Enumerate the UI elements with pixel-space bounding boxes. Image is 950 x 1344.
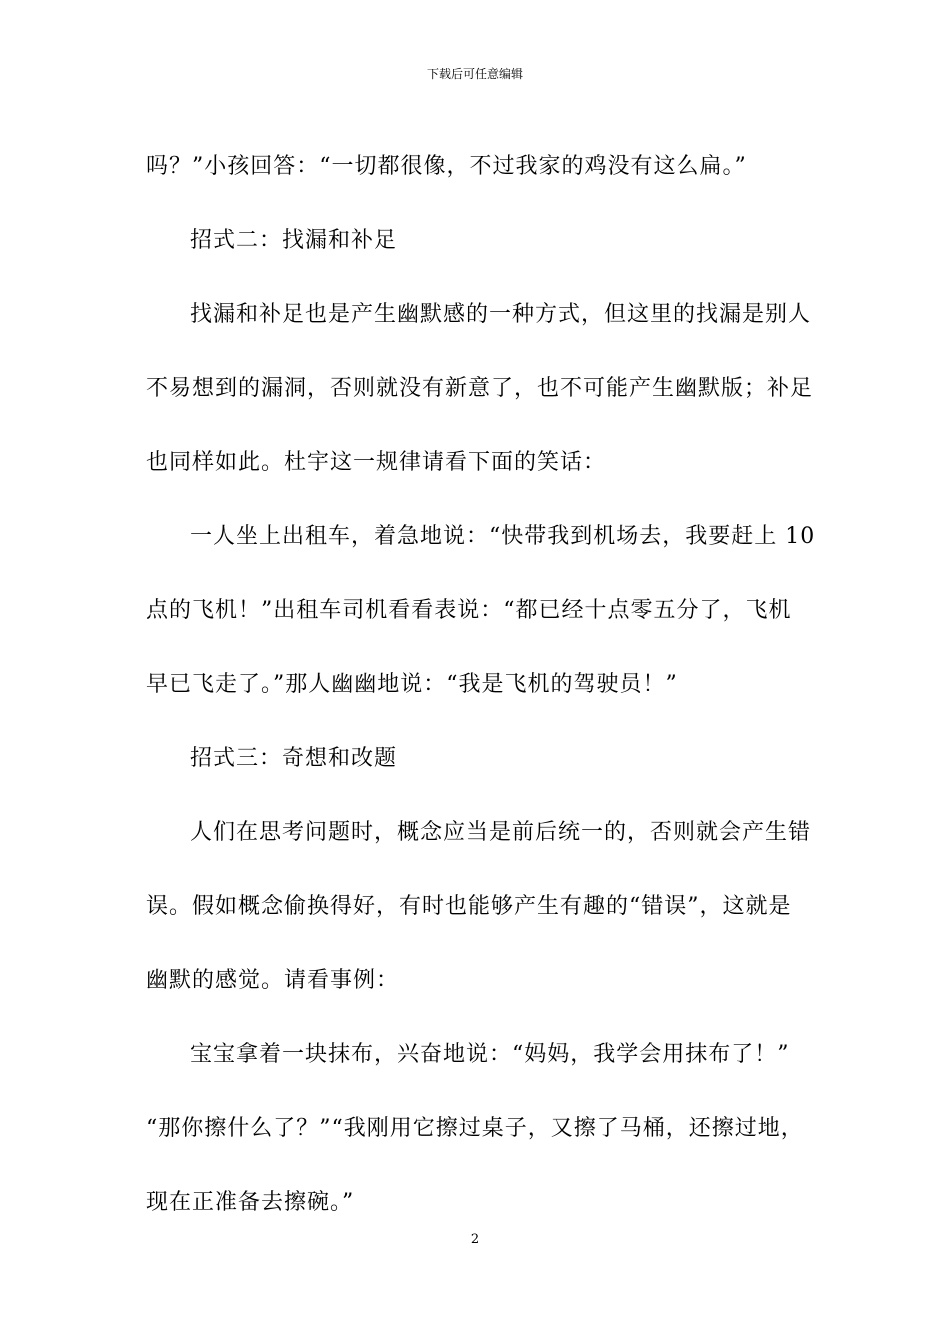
text-line: 不易想到的漏洞，否则就没有新意了，也不可能产生幽默版；补足 bbox=[146, 376, 814, 401]
text-line: 点的飞机！”出租车司机看看表说：“都已经十点零五分了，飞机 bbox=[146, 598, 792, 623]
text-line: 幽默的感觉。请看事例： bbox=[146, 968, 400, 993]
text-line: 也同样如此。杜宇这一规律请看下面的笑话： bbox=[146, 450, 607, 475]
page-number: 2 bbox=[470, 1232, 480, 1247]
text-line: 现在正准备去擦碗。” bbox=[146, 1190, 355, 1215]
text-line: 宝宝拿着一块抹布，兴奋地说：“妈妈，我学会用抹布了！” bbox=[190, 1042, 790, 1067]
text-line: 早已飞走了。”那人幽幽地说：“我是飞机的驾驶员！” bbox=[146, 672, 678, 697]
section-heading: 招式三：奇想和改题 bbox=[190, 746, 398, 771]
text-line: 找漏和补足也是产生幽默感的一种方式，但这里的找漏是别人 bbox=[190, 302, 812, 327]
text-line: 吗？”小孩回答：“一切都很像，不过我家的鸡没有这么扁。” bbox=[146, 154, 747, 179]
document-body bbox=[146, 130, 818, 1240]
page-header: 下载后可任意编辑 bbox=[426, 67, 523, 81]
text-line: “那你擦什么了？”“我刚用它擦过桌子，又擦了马桶，还擦过地， bbox=[146, 1116, 804, 1141]
section-heading: 招式二：找漏和补足 bbox=[190, 228, 398, 253]
text-line: 人们在思考问题时，概念应当是前后统一的，否则就会产生错 bbox=[190, 820, 812, 845]
text-line: 一人坐上出租车，着急地说：“快带我到机场去，我要赶上 10 bbox=[190, 524, 816, 549]
text-line: 误。假如概念偷换得好，有时也能够产生有趣的“错误”，这就是 bbox=[146, 894, 792, 919]
